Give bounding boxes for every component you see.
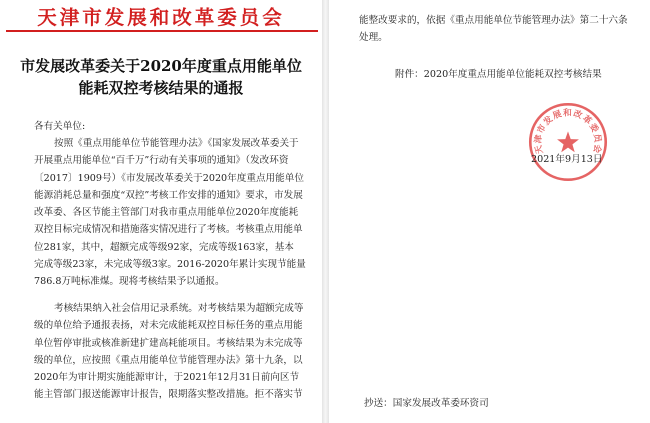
body-paragraph-2	[34, 300, 304, 404]
right-page	[329, 0, 650, 423]
text-line: 开展重点用能单位“百千万”行动有关事项的通知》（发改环资	[34, 155, 289, 167]
text-line: 处理。	[359, 32, 388, 44]
seal-graphic	[527, 101, 609, 183]
text-line: 级的单位，应按照《重点用能单位节能管理办法》第十九条，以	[34, 354, 303, 366]
cc-line: 抄送：国家发展改革委环资司	[364, 398, 489, 409]
left-page	[0, 0, 322, 423]
text-line: 改革委、各区节能主管部门对我市重点用能单位2020年度能耗	[34, 207, 299, 219]
text-line: 〔2017〕1909号）《市发展改革委关于2020年度重点用能单位	[34, 172, 304, 184]
text-line: 双控目标完成情况和措施落实情况进行了考核。考核重点用能单	[34, 224, 303, 236]
salutation: 各有关单位:	[34, 121, 86, 132]
svg-text:天津市发展和改革委员会: 天津市发展和改革委员会	[533, 108, 603, 155]
text-line: 考核结果纳入社会信用记录系统。对考核结果为超额完成等	[54, 303, 304, 314]
text-line: 能源消耗总量和强度“双控”考核工作安排的通知》要求，市发展	[34, 189, 303, 201]
text-line: 按照《重点用能单位节能管理办法》《国家发展改革委关于	[54, 138, 299, 149]
official-seal	[527, 101, 609, 183]
document-title-line-2: 能耗双控考核结果的通报	[78, 79, 244, 97]
attachment-line: 附件：2020年度重点用能单位能耗双控考核结果	[395, 69, 602, 80]
text-line: 位281家，其中，超额完成等级92家，完成等级163家，基本	[34, 241, 294, 253]
text-line: 级的单位给予通报表扬，对未完成能耗双控目标任务的重点用能	[34, 320, 303, 332]
continuation-paragraph	[359, 12, 639, 47]
masthead-red-rule	[6, 30, 318, 32]
text-line: 786.8万吨标准煤。现将考核结果予以通报。	[34, 276, 225, 288]
issue-date: 2021年9月13日	[531, 154, 603, 165]
masthead: 天津市发展和改革委员会	[37, 6, 285, 29]
text-line: 能整改要求的，依据《重点用能单位节能管理办法》第二十六条	[359, 15, 628, 26]
text-line: 完成等级23家，未完成等级3家。2016-2020年累计实现节能量	[34, 259, 306, 271]
page-gutter	[322, 0, 329, 423]
text-line: 能主管部门报送能源审计报告，限期落实整改措施。拒不落实节	[34, 389, 303, 401]
document-title-line-1: 市发展改革委关于2020年度重点用能单位	[20, 57, 302, 75]
text-line: 单位暂停审批或核准新建扩建高耗能项目。考核结果为未完成等	[34, 337, 303, 349]
body-paragraph-1	[34, 135, 304, 291]
text-line: 2020年为审计期实施能源审计，于2021年12月31日前向区节	[34, 372, 300, 384]
